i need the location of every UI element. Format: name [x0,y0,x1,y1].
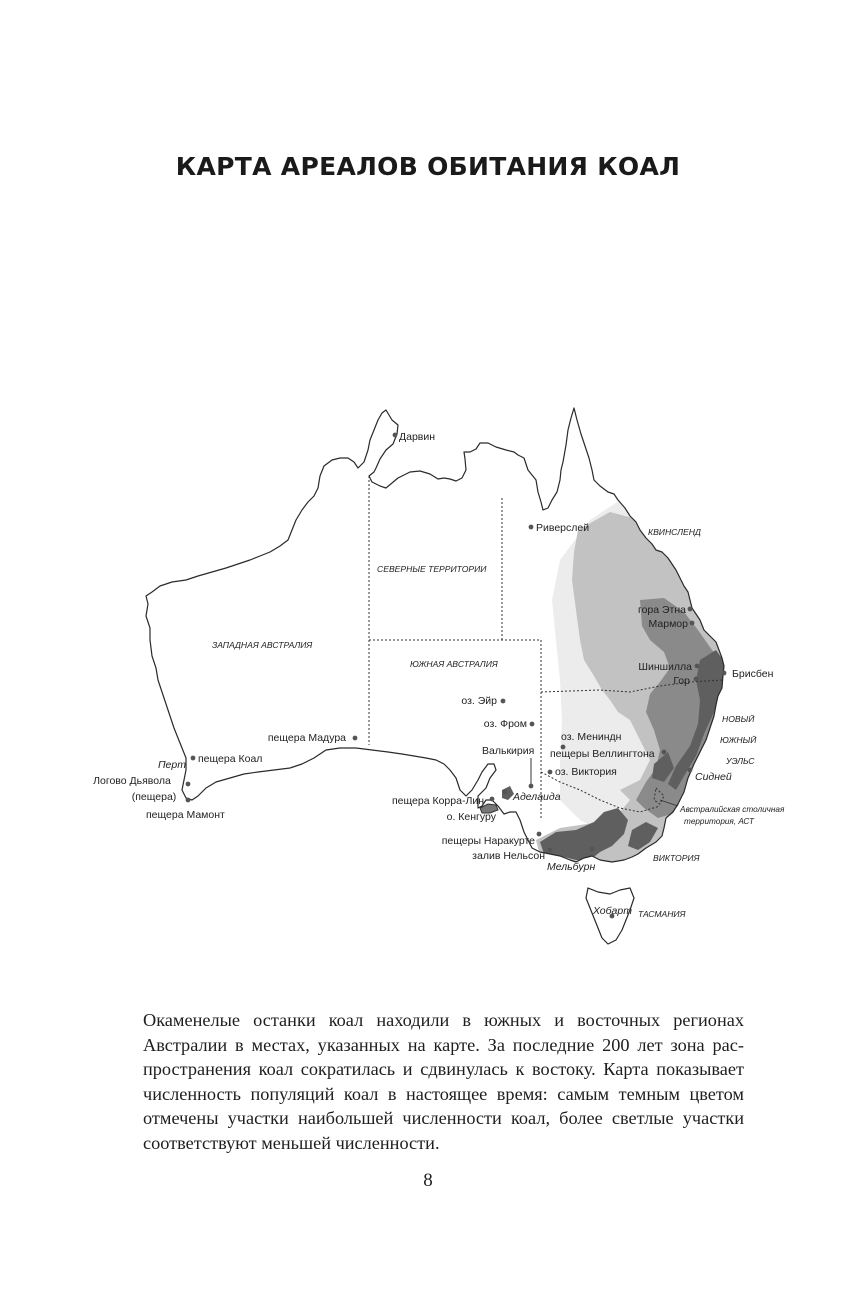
devils-lair-dot [186,782,191,787]
place-label-perth: Перт [157,759,186,771]
place-label-lake-frome: оз. Фром [483,718,527,730]
place-label-melbourne: Мельбурн [547,861,596,873]
adelaide-dot [503,790,508,795]
page-title: КАРТА АРЕАЛОВ ОБИТАНИЯ КОАЛ [175,152,681,181]
region-label-nsw-2: ЮЖНЫЙ [720,735,757,745]
place-label-hobart: Хобарт [593,905,632,917]
nelson-bay-dot [548,848,553,853]
region-label-tasmania: ТАСМАНИЯ [638,909,686,919]
region-label-nsw-3: УЭЛЬС [726,756,755,766]
map-caption: Окаменелые останки коал находили в южных и восточных регионах Австралии в местах, указанных на карте. За последние 200 лет зона распространения коал сократилась и сдвинулась к востоку. Карта показывает численность популяций коал в настоящее время: самым темным цветом отмечены участки наибольшей численности коал, более светлые участки соответствуют меньшей численности. [143,1010,744,1153]
place-label-wellington: пещеры Веллингтона [550,748,655,760]
region-label-act-2: территория, АСТ [684,817,754,826]
place-label-sydney: Сидней [695,771,732,783]
riversleigh-dot [529,525,534,530]
page-number: 8 [423,1170,433,1191]
darwin-dot [393,433,398,438]
region-label-western-australia: ЗАПАДНАЯ АВСТРАЛИЯ [212,640,313,650]
mammoth-cave-dot [186,798,191,803]
place-label-mammoth-cave: пещера Мамонт [146,809,225,821]
place-label-darwin: Дарвин [399,431,436,443]
lake-eyre-dot [501,699,506,704]
region-label-victoria: ВИКТОРИЯ [653,853,700,863]
place-label-mt-etna: гора Этна [637,604,686,616]
place-label-nelson-bay: залив Нельсон [472,850,545,862]
place-label-chinchilla: Шиншилла [638,661,692,673]
naracoorte-dot [537,832,542,837]
madura-dot [353,736,358,741]
place-label-madura: пещера Мадура [267,732,346,744]
place-label-devils-lair-2: (пещера) [131,791,177,803]
sydney-dot [688,768,693,773]
wellington-dot [662,750,667,755]
koala-cave-dot [191,756,196,761]
brisbane-dot [722,671,727,676]
place-label-marmor: Мармор [648,618,688,630]
chinchilla-dot [695,664,700,669]
place-label-brisbane: Брисбен [732,668,774,680]
region-label-nsw-1: НОВЫЙ [722,714,755,724]
place-label-gore: Гор [673,675,690,687]
place-label-naracoorte: пещеры Наракурте [441,835,535,847]
place-label-corra-lynn: пещера Корра-Лин [391,795,484,807]
place-label-devils-lair-1: Логово Дьявола [93,775,171,787]
marmor-dot [690,621,695,626]
place-label-menindee: оз. Мениндн [561,731,622,743]
valkyrie-dot [529,784,534,789]
gore-dot [694,677,699,682]
region-label-queensland: КВИНСЛЕНД [648,527,701,537]
region-label-south-australia: ЮЖНАЯ АВСТРАЛИЯ [410,659,498,669]
place-label-valkyrie: Валькирия [482,745,535,757]
mt-etna-dot [688,607,693,612]
lake-frome-dot [530,722,535,727]
melbourne-dot [590,847,595,852]
lake-victoria-dot [548,770,553,775]
place-label-riversleigh: Риверслей [536,522,590,534]
place-label-lake-victoria: оз. Виктория [555,766,617,778]
place-label-koala-cave: пещера Коал [198,753,263,765]
place-label-kangaroo-island: о. Кенгуру [446,811,496,823]
region-label-act-1: Австралийская столичная [680,805,785,814]
place-label-adelaide: Аделаида [513,791,561,803]
corra-lynn-dot [490,797,495,802]
place-label-lake-eyre: оз. Эйр [461,695,497,707]
region-label-northern-territory: СЕВЕРНЫЕ ТЕРРИТОРИИ [377,564,487,574]
